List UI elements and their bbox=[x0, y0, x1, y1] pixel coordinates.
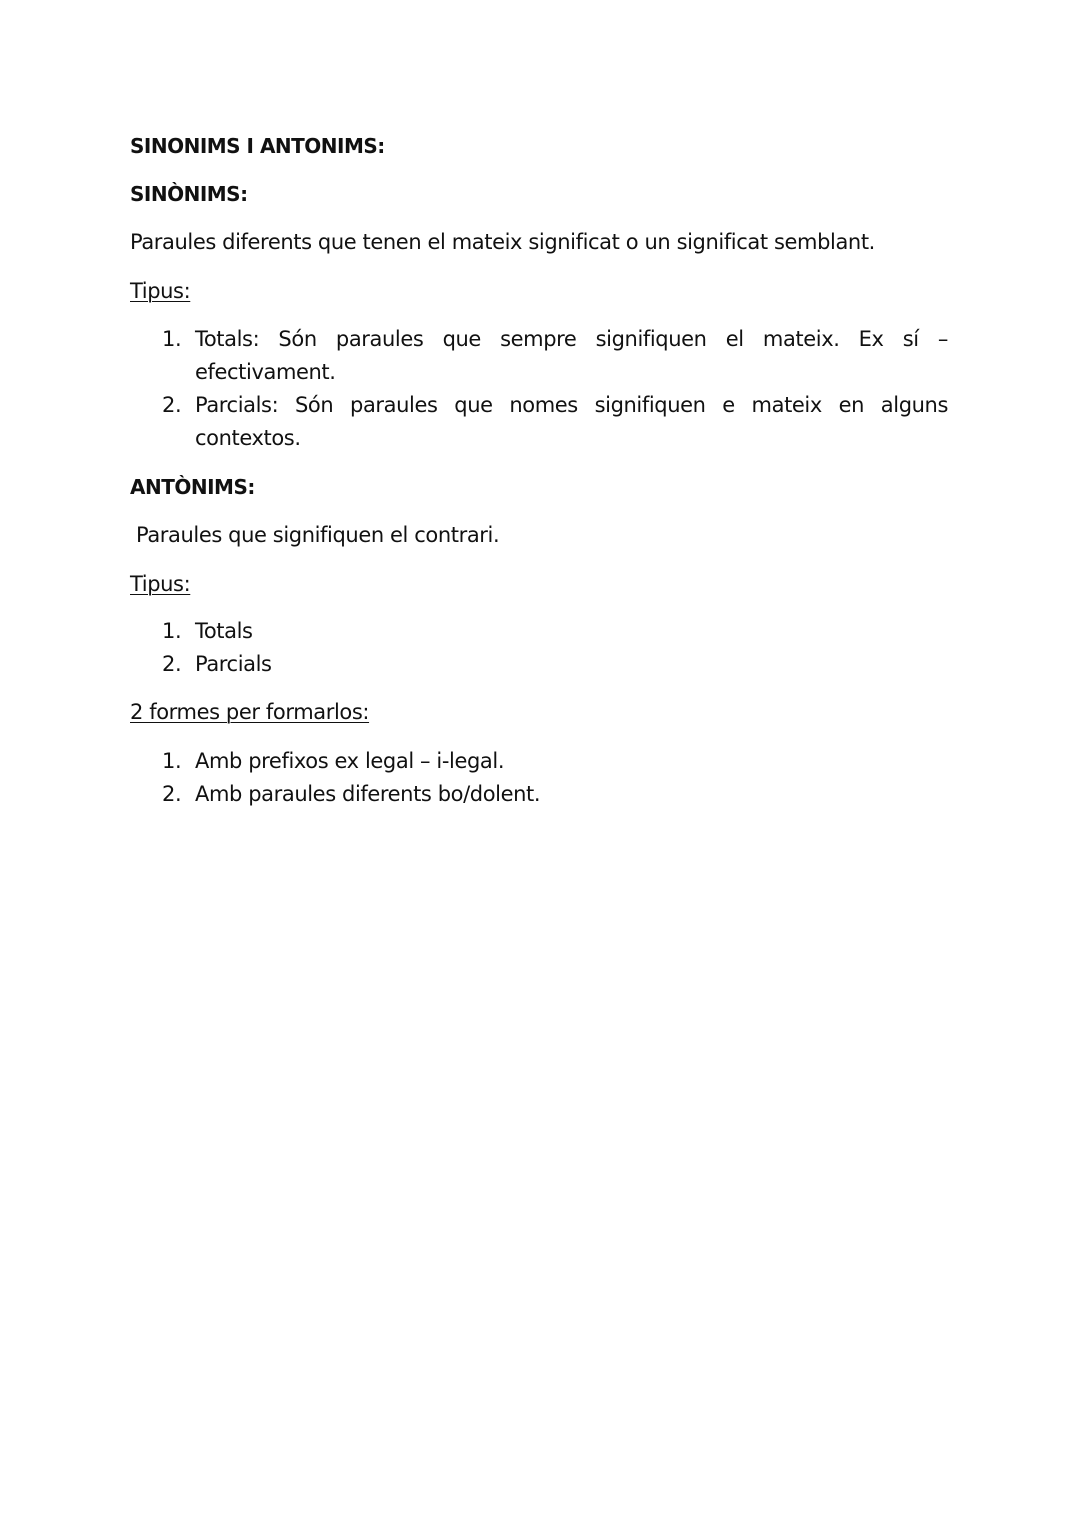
list-item bbox=[162, 778, 948, 811]
list-item-number: 2. bbox=[162, 782, 182, 806]
list-item-text: Amb paraules diferents bo/dolent. bbox=[195, 782, 541, 806]
list-item-text: Amb prefixos ex legal – i-legal. bbox=[195, 749, 505, 773]
list-item-text: Totals: Són paraules que sempre signifiquen el mateix. Ex sí – efectivament. bbox=[195, 327, 948, 384]
antonims-forms-list bbox=[162, 745, 948, 811]
list-item-number: 1. bbox=[162, 619, 182, 643]
list-item bbox=[162, 745, 948, 778]
list-item-text: Parcials: Són paraules que nomes signifiquen e mateix en alguns contextos. bbox=[195, 393, 948, 450]
list-item-number: 1. bbox=[162, 749, 182, 773]
sinonims-types-label-wrap bbox=[130, 277, 948, 305]
list-item-text: Parcials bbox=[195, 652, 272, 676]
antonims-forms-label: 2 formes per formarlos: bbox=[130, 700, 370, 724]
sinonims-heading: SINÒNIMS: bbox=[130, 182, 248, 206]
list-item-number: 2. bbox=[162, 652, 182, 676]
antonims-types-list bbox=[162, 615, 948, 681]
list-item bbox=[162, 389, 948, 455]
antonims-types-label-wrap bbox=[130, 570, 948, 598]
document-title: SINONIMS I ANTONIMS: bbox=[130, 134, 385, 158]
list-item-number: 1. bbox=[162, 327, 182, 351]
list-item-number: 2. bbox=[162, 393, 182, 417]
sinonims-types-label: Tipus: bbox=[130, 279, 191, 303]
list-item bbox=[162, 648, 948, 681]
sinonims-types-list bbox=[162, 323, 948, 455]
list-item bbox=[162, 615, 948, 648]
list-item bbox=[162, 323, 948, 389]
antonims-types-label: Tipus: bbox=[130, 572, 191, 596]
antonims-heading: ANTÒNIMS: bbox=[130, 475, 255, 499]
antonims-forms-label-wrap bbox=[130, 698, 948, 726]
antonims-definition: Paraules que signifiquen el contrari. bbox=[136, 523, 500, 547]
sinonims-definition: Paraules diferents que tenen el mateix significat o un significat semblant. bbox=[130, 230, 875, 254]
list-item-text: Totals bbox=[195, 619, 253, 643]
